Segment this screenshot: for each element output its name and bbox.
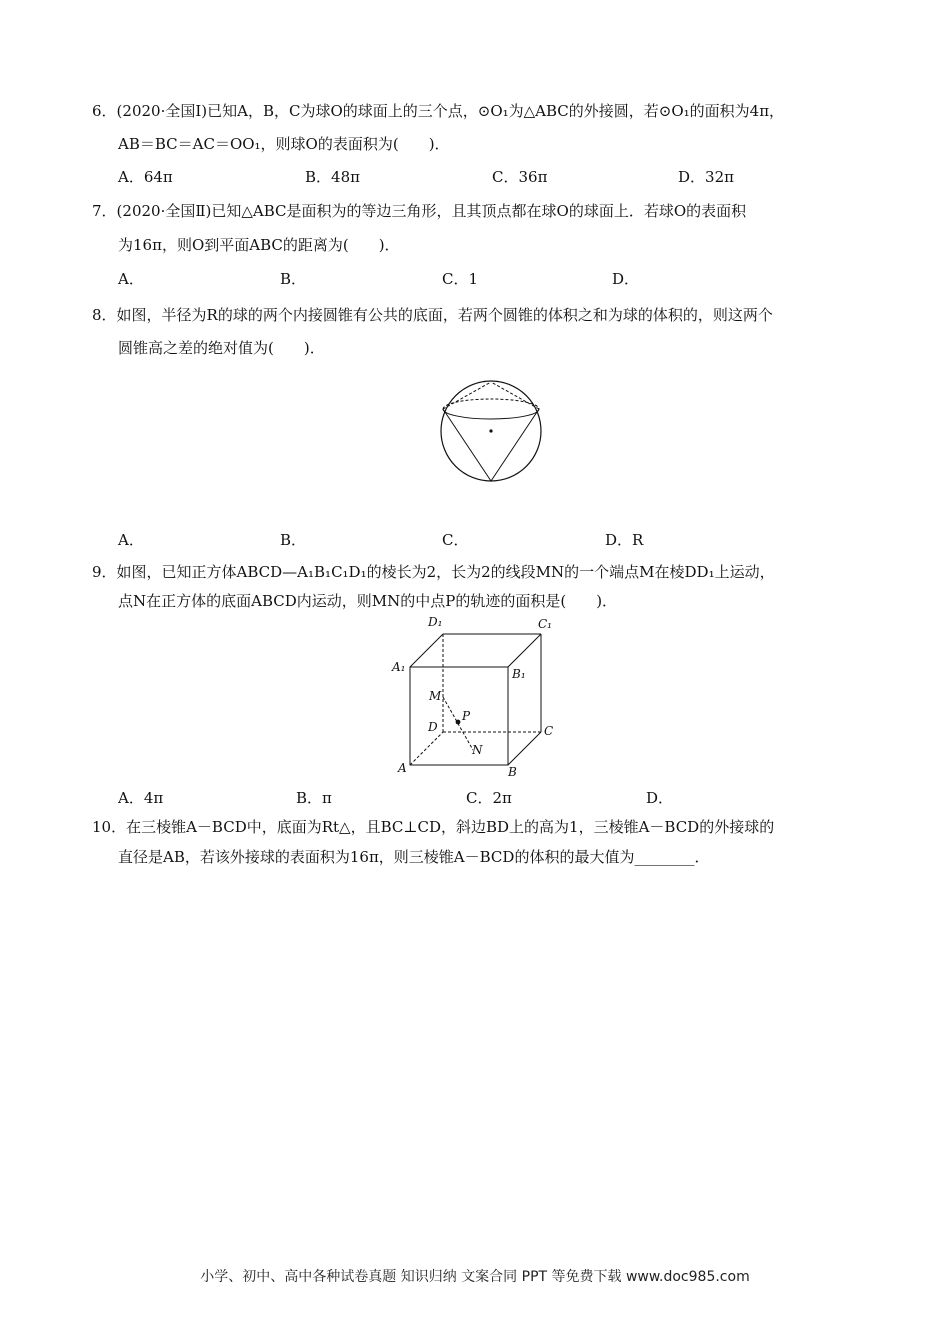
q9-line2: 点N在正方体的底面ABCD内运动，则MN的中点P的轨迹的面积是( )． [118,592,618,610]
q9-option-d: D． [646,789,674,807]
label-a1: A₁ [392,660,406,674]
label-p: P [462,709,471,723]
q7-line1: 7．(2020·全国Ⅱ)已知△ABC是面积为的等边三角形，且其顶点都在球O的球面上．若球O的表面积 [92,202,747,220]
q6-option-b: B．48π [305,168,360,186]
q6-option-a: A．64π [118,168,173,186]
q8-option-c: C． [442,531,469,549]
edge-a-d [410,732,443,765]
q8-option-b: B． [280,531,307,549]
q7-option-c: C．1 [442,270,479,288]
page-footer: 小学、初中、高中各种试卷真题 知识归纳 文案合同 PPT 等免费下载 www.doc985.com [200,1269,750,1285]
label-b: B [508,765,517,779]
label-d1: D₁ [428,615,443,629]
edge-a1-d1 [410,634,443,667]
sphere-center-dot [489,429,492,432]
q8-line2: 圆锥高之差的绝对值为( )． [118,339,325,357]
edge-b-c [508,732,541,765]
cone-base-front [443,409,539,419]
point-p [456,720,461,725]
q9-option-a: A．4π [118,789,164,807]
upper-cone-right [491,382,539,409]
label-c1: C₁ [538,617,552,631]
q9-option-b: B．π [296,789,332,807]
q10-line2: 直径是AB，若该外接球的表面积为16π，则三棱锥A－BCD的体积的最大值为________． [118,848,710,866]
q10-line1: 10．在三棱锥A－BCD中，底面为Rt△，且BC⊥CD，斜边BD上的高为1，三棱锥A－BCD的外接球的 [92,818,775,836]
label-c: C [544,724,554,738]
q6-option-d: D．32π [678,168,734,186]
sphere-cone-figure [436,378,556,488]
q9-option-c: C．2π [466,789,512,807]
label-b1: B₁ [512,667,526,681]
lower-cone-left [443,409,491,481]
lower-cone-right [491,409,539,481]
q8-line1: 8．如图，半径为R的球的两个内接圆锥有公共的底面，若两个圆锥的体积之和为球的体积的，则这两个 [92,306,773,324]
q7-option-b: B． [280,270,307,288]
cube-figure [388,612,563,780]
q6-line2: AB＝BC＝AC＝OO₁，则球O的表面积为( )． [118,135,450,153]
label-m: M [429,689,442,703]
edge-b1-c1 [508,634,541,667]
q7-option-a: A． [118,270,144,288]
q9-line1: 9．如图，已知正方体ABCD—A₁B₁C₁D₁的棱长为2，长为2的线段MN的一个端点M在棱DD₁上运动， [92,563,775,581]
q6-line1: 6．(2020·全国Ⅰ)已知A，B，C为球O的球面上的三个点，⊙O₁为△ABC的外接圆，若⊙O₁的面积为4π， [92,102,785,120]
q6-option-c: C．36π [492,168,548,186]
q8-option-a: A． [118,531,144,549]
label-a: A [398,761,407,775]
q7-option-d: D． [612,270,640,288]
label-n: N [472,743,483,757]
upper-cone-left [443,382,491,409]
q7-line2: 为16π，则O到平面ABC的距离为( )． [118,236,400,254]
label-d: D [428,720,438,734]
q8-option-d: D．R [605,531,644,549]
